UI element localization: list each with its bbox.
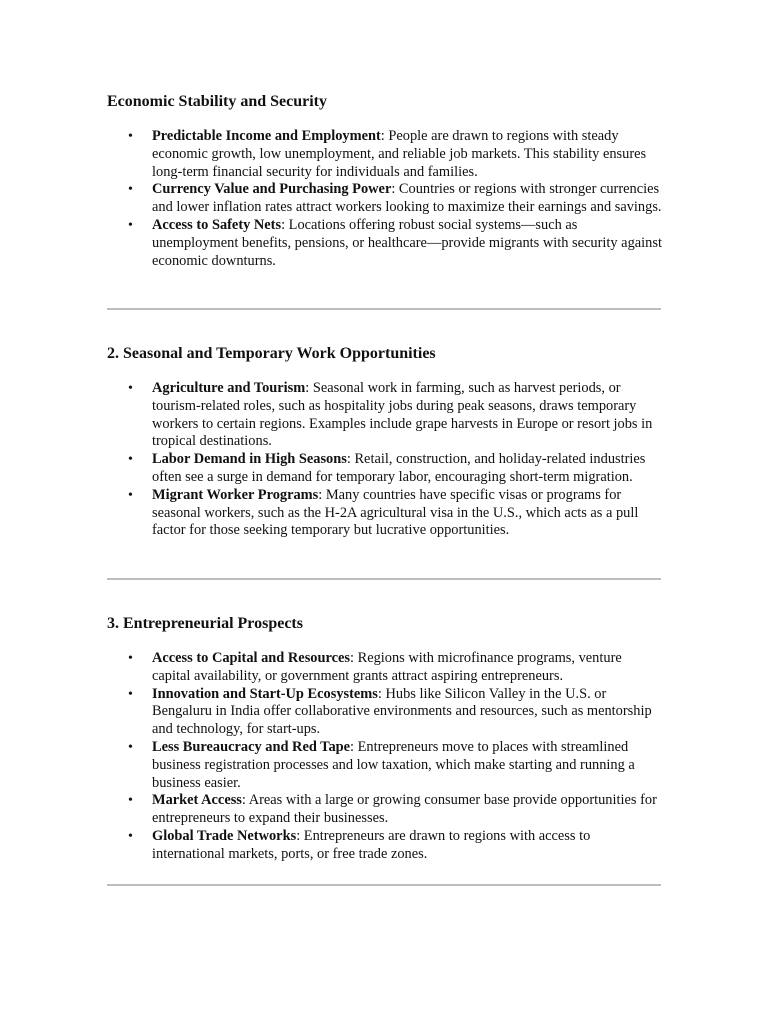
item-term: Access to Capital and Resources [152, 650, 350, 666]
item-text: : Locations offering robust social systems—such as unemployment benefits, pensions, or healthcare—provide migrants with security against economic downturns. [152, 216, 662, 269]
list-item [107, 650, 663, 686]
item-term: Access to Safety Nets [152, 216, 282, 233]
item-term: Migrant Worker Programs [152, 486, 319, 503]
list-item [107, 451, 663, 487]
item-text: : Retail, construction, and holiday-related industries often see a surge in demand for temporary labor, encouraging short-term migration. [152, 451, 646, 485]
item-text: : People are drawn to regions with steady economic growth, low unemployment, and reliable job markets. This stability ensures long-term financial security for individuals and families. [152, 128, 647, 180]
bullet-list [107, 128, 663, 270]
item-text: : Seasonal work in farming, such as harvest periods, or tourism-related roles, such as hospitality jobs during peak seasons, draws temporary workers to certain regions. Examples include grape harvests in Europe or resort jobs in tropical destinations. [152, 380, 653, 450]
list-item [107, 128, 663, 181]
list-item [107, 181, 663, 217]
list-item [107, 828, 663, 864]
item-text: : Countries or regions with stronger currencies and lower inflation rates attract workers looking to maximize their earnings and savings. [152, 181, 662, 216]
item-term: Currency Value and Purchasing Power [152, 181, 392, 198]
item-text: : Entrepreneurs move to places with streamlined business registration processes and low taxation, which make starting and running a business easier. [152, 738, 635, 791]
item-term: Less Bureaucracy and Red Tape [152, 738, 351, 755]
item-term: Global Trade Networks [152, 827, 297, 844]
bullet-list [107, 380, 663, 540]
list-item [107, 217, 663, 270]
section-heading: Economic Stability and Security [107, 93, 328, 110]
item-text: : Many countries have specific visas or programs for seasonal workers, such as the H-2A agricultural visa in the U.S., which acts as a pull factor for those seeking temporary but lucrative opportunities. [152, 486, 639, 539]
list-item [107, 380, 663, 451]
list-item [107, 739, 663, 792]
horizontal-rule [107, 884, 661, 886]
item-term: Innovation and Start-Up Ecosystems [152, 685, 378, 702]
list-item [107, 686, 663, 739]
list-item [107, 792, 663, 828]
section-economic-stability [107, 92, 663, 270]
list-item [107, 487, 663, 540]
item-text: : Regions with microfinance programs, venture capital availability, or government grants attract aspiring entrepreneurs. [152, 650, 622, 684]
item-text: : Hubs like Silicon Valley in the U.S. or Bengaluru in India offer collaborative environments and resources, such as mentorship and technology, for start-ups. [152, 685, 652, 738]
section-entrepreneurial-prospects [107, 614, 663, 864]
item-term: Predictable Income and Employment [152, 128, 381, 144]
section-seasonal-work [107, 344, 663, 540]
item-term: Labor Demand in High Seasons [152, 451, 347, 468]
item-text: : Areas with a large or growing consumer base provide opportunities for entrepreneurs to expand their businesses. [152, 792, 657, 827]
bullet-list [107, 650, 663, 864]
section-heading: 2. Seasonal and Temporary Work Opportunities [107, 345, 436, 362]
item-term: Agriculture and Tourism [152, 380, 306, 396]
item-term: Market Access [152, 792, 242, 809]
section-heading: 3. Entrepreneurial Prospects [107, 615, 303, 632]
horizontal-rule [107, 578, 661, 580]
item-text: : Entrepreneurs are drawn to regions with access to international markets, ports, or free trade zones. [152, 827, 591, 862]
horizontal-rule [107, 308, 661, 310]
